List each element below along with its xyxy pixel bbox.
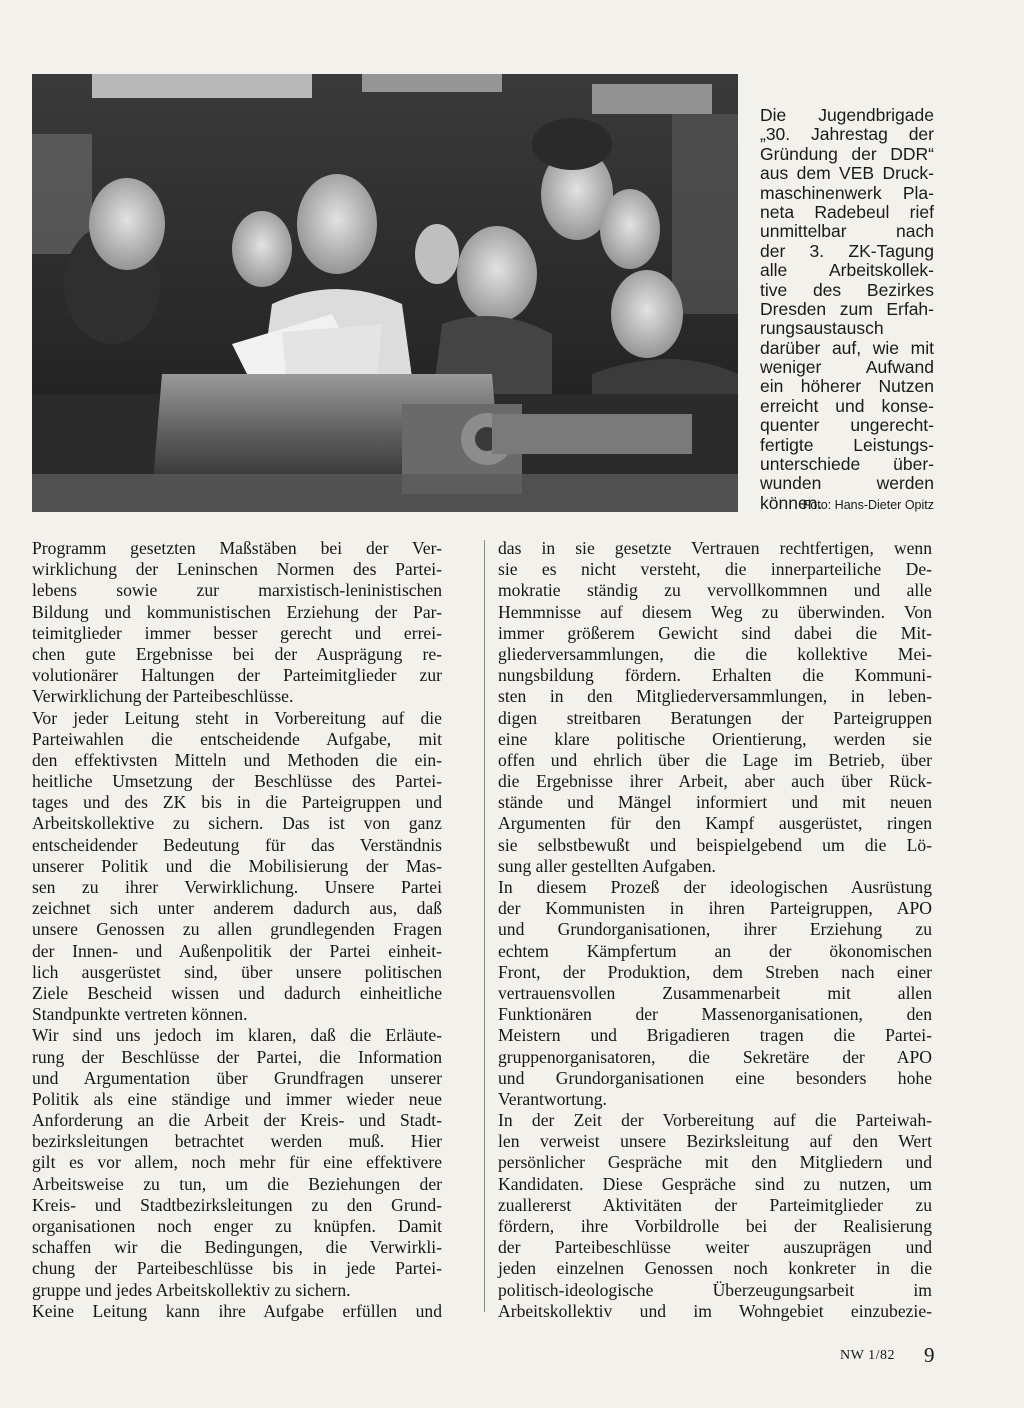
text-line: In diesem Prozeß der ideologischen Ausrüstung xyxy=(498,877,932,897)
text-line: Parteiwahlen die entscheidende Aufgabe, mit xyxy=(32,728,442,749)
text-line: volutionärer Haltungen der Parteimitglieder zur xyxy=(32,665,442,686)
photo-illustration xyxy=(32,74,738,512)
text-line: politisch-ideologische Überzeugungsarbeit im xyxy=(498,1279,932,1300)
column-divider xyxy=(484,540,485,1312)
text-line: und Argumentation über Grundfragen unserer xyxy=(32,1067,442,1088)
caption-line: der 3. ZK-Tagung xyxy=(760,240,934,261)
text-line: die Ergebnisse ihrer Arbeit, aber auch über Rück- xyxy=(498,771,932,792)
caption-line: „30. Jahrestag der xyxy=(760,124,934,145)
text-line: tages und des ZK bis in die Parteigruppen und xyxy=(32,792,442,813)
photo-credit: Foto: Hans-Dieter Opitz xyxy=(802,498,934,512)
text-line: Standpunkte vertreten können. xyxy=(32,1004,248,1025)
text-line: digen streitbaren Beratungen der Parteigruppen xyxy=(498,707,932,728)
text-line: den effektivsten Mitteln und Methoden die ein- xyxy=(32,749,442,770)
text-line: persönlicher Gespräche mit den Mitgliedern und xyxy=(498,1152,932,1173)
text-line: Wir sind uns jedoch im klaren, daß die Erläute- xyxy=(32,1025,442,1046)
text-line: nungsbildung fördern. Erhalten die Kommuni- xyxy=(498,665,932,686)
caption-line: darüber auf, wie mit xyxy=(760,337,934,358)
caption-line: quenter ungerecht- xyxy=(760,415,934,436)
text-line: Politik als eine ständige und immer wieder neue xyxy=(32,1088,442,1109)
text-line: echtem Kämpfertum an der ökonomischen xyxy=(498,940,932,961)
text-line: schaffen wir die Bedingungen, die Verwirkli- xyxy=(32,1237,442,1258)
text-line: stände und Mängel informiert und mit neuen xyxy=(498,792,932,813)
text-line: mokratie ständig zu vervollkommnen und alle xyxy=(498,580,932,601)
right-column xyxy=(498,538,932,1322)
text-line: Ziele Bescheid wissen und dadurch einheitliche xyxy=(32,982,442,1003)
text-line: chen gute Ergebnisse bei der Ausprägung re- xyxy=(32,643,442,664)
caption-line: neta Radebeul rief xyxy=(760,201,934,222)
text-line: vertrauensvollen Zusammenarbeit mit allen xyxy=(498,982,932,1003)
caption-line: ein höherer Nutzen xyxy=(760,376,934,397)
text-line: zeichnet sich unter anderem dadurch aus, daß xyxy=(32,898,442,919)
text-line: Arbeitskollektive zu sichern. Das ist von ganz xyxy=(32,813,442,834)
text-line: entscheidender Bedeutung für das Verständnis xyxy=(32,834,442,855)
text-line: teimitglieder immer besser gerecht und errei- xyxy=(32,622,442,643)
text-line: len verweist unsere Bezirksleitung auf den Wert xyxy=(498,1131,932,1152)
text-line: gruppenorganisatoren, die Sekretäre der APO xyxy=(498,1046,932,1067)
text-line: unsere Genossen zu allen grundlegenden Fragen xyxy=(32,919,442,940)
text-line: sie selbstbewußt und beispielgebend um die Lö- xyxy=(498,834,932,855)
text-line: Anforderung an die Arbeit der Kreis- und Stadt- xyxy=(32,1110,442,1131)
brigade-photo xyxy=(32,74,738,512)
text-line: rung der Beschlüsse der Partei, die Information xyxy=(32,1046,442,1067)
caption-line: unterschiede über- xyxy=(760,454,934,475)
text-line: Keine Leitung kann ihre Aufgabe erfüllen und xyxy=(32,1300,442,1321)
caption-line: Die Jugendbrigade xyxy=(760,105,934,125)
text-line: sie es nicht versteht, die innerparteiliche De- xyxy=(498,559,932,580)
text-line: Bildung und kommunistischen Erziehung der Par- xyxy=(32,601,442,622)
text-line: immer größerem Gewicht sind dabei die Mit- xyxy=(498,622,932,643)
text-line: Kreis- und Stadtbezirksleitungen zu den Grund- xyxy=(32,1194,442,1215)
caption-line: maschinenwerk Pla- xyxy=(760,182,934,203)
caption-line: erreicht und konse- xyxy=(760,395,934,416)
caption-line: können. xyxy=(760,492,823,513)
text-line: organisationen noch enger zu knüpfen. Damit xyxy=(32,1216,442,1236)
text-line: fördern, ihre Vorbildrolle bei der Realisierung xyxy=(498,1216,932,1236)
issue-label: NW 1/82 xyxy=(840,1348,895,1363)
text-line: Arbeitskollektiv und im Wohngebiet einzubezie- xyxy=(498,1300,932,1321)
text-line: lebens sowie zur marxistisch-leninistischen xyxy=(32,580,442,601)
text-line: und Grundorganisationen eine besonders hohe xyxy=(498,1067,932,1088)
text-line: bezirksleitungen betrachtet werden muß. Hier xyxy=(32,1131,442,1152)
caption-line: fertigte Leistungs- xyxy=(760,434,934,455)
caption-line: Dresden zum Erfah- xyxy=(760,298,934,319)
text-line: Hemmnisse auf diesem Weg zu überwinden. Von xyxy=(498,601,932,622)
text-line: In der Zeit der Vorbereitung auf die Parteiwah- xyxy=(498,1110,932,1131)
caption-line: Gründung der DDR“ xyxy=(760,143,934,164)
text-line: der Innen- und Außenpolitik der Partei einheit- xyxy=(32,940,442,961)
text-line: Arbeitsweise zu tun, um die Beziehungen der xyxy=(32,1173,442,1194)
photo-caption xyxy=(760,106,934,513)
text-line: sung aller gestellten Aufgaben. xyxy=(498,855,716,876)
text-line: zuallererst Aktivitäten der Parteimitglieder zu xyxy=(498,1194,932,1215)
caption-line: rungsaustausch xyxy=(760,318,884,339)
text-line: gilt es vor allem, noch mehr für eine effektivere xyxy=(32,1152,442,1173)
text-line: jeden einzelnen Genossen noch konkreter in die xyxy=(498,1258,932,1279)
text-line: heitliche Umsetzung der Beschlüsse des Partei- xyxy=(32,771,442,792)
text-line: der Kommunisten in ihren Parteigruppen, APO xyxy=(498,898,932,919)
caption-line: weniger Aufwand xyxy=(760,357,934,378)
text-line: Front, der Produktion, dem Streben nach einer xyxy=(498,961,932,982)
caption-line: unmittelbar nach xyxy=(760,221,934,242)
text-line: das in sie gesetzte Vertrauen rechtfertigen, wenn xyxy=(498,538,932,558)
text-line: lich ausgerüstet sind, über unsere politischen xyxy=(32,961,442,982)
text-line: Vor jeder Leitung steht in Vorbereitung auf die xyxy=(32,707,442,728)
text-line: chung der Parteibeschlüsse bis in jede Partei- xyxy=(32,1258,442,1279)
caption-line: tive des Bezirkes xyxy=(760,279,934,300)
text-line: unserer Politik und die Mobilisierung der Mas- xyxy=(32,855,442,876)
text-line: Verantwortung. xyxy=(498,1088,607,1109)
text-line: gruppe und jedes Arbeitskollektiv zu sichern. xyxy=(32,1279,351,1300)
text-line: offen und ehrlich über die Lage im Betrieb, über xyxy=(498,749,932,770)
left-column xyxy=(32,538,442,1322)
caption-line: aus dem VEB Druck- xyxy=(760,163,934,184)
text-line: Programm gesetzten Maßstäben bei der Ver- xyxy=(32,538,442,558)
text-line: Verwirklichung der Parteibeschlüsse. xyxy=(32,686,294,707)
text-line: der Parteibeschlüsse weiter auszuprägen und xyxy=(498,1237,932,1258)
text-line: Meistern und Brigadieren tragen die Partei- xyxy=(498,1025,932,1046)
text-line: eine klare politische Orientierung, werden sie xyxy=(498,728,932,749)
text-line: wirklichung der Leninschen Normen des Partei- xyxy=(32,559,442,580)
text-line: Funktionären der Massenorganisationen, den xyxy=(498,1004,932,1025)
text-line: sen zu ihrer Verwirklichung. Unsere Partei xyxy=(32,877,442,897)
text-line: sten in den Mitgliederversammlungen, in leben- xyxy=(498,686,932,707)
caption-line: wunden werden xyxy=(760,473,934,494)
text-line: Argumenten für den Kampf ausgerüstet, ringen xyxy=(498,813,932,834)
text-line: gliederversammlungen, die die kollektive Mei- xyxy=(498,643,932,664)
text-line: und Grundorganisationen, ihrer Erziehung zu xyxy=(498,919,932,940)
page-number: 9 xyxy=(924,1343,935,1367)
caption-line: alle Arbeitskollek- xyxy=(760,260,934,281)
text-line: Kandidaten. Diese Gespräche sind zu nutzen, um xyxy=(498,1173,932,1194)
